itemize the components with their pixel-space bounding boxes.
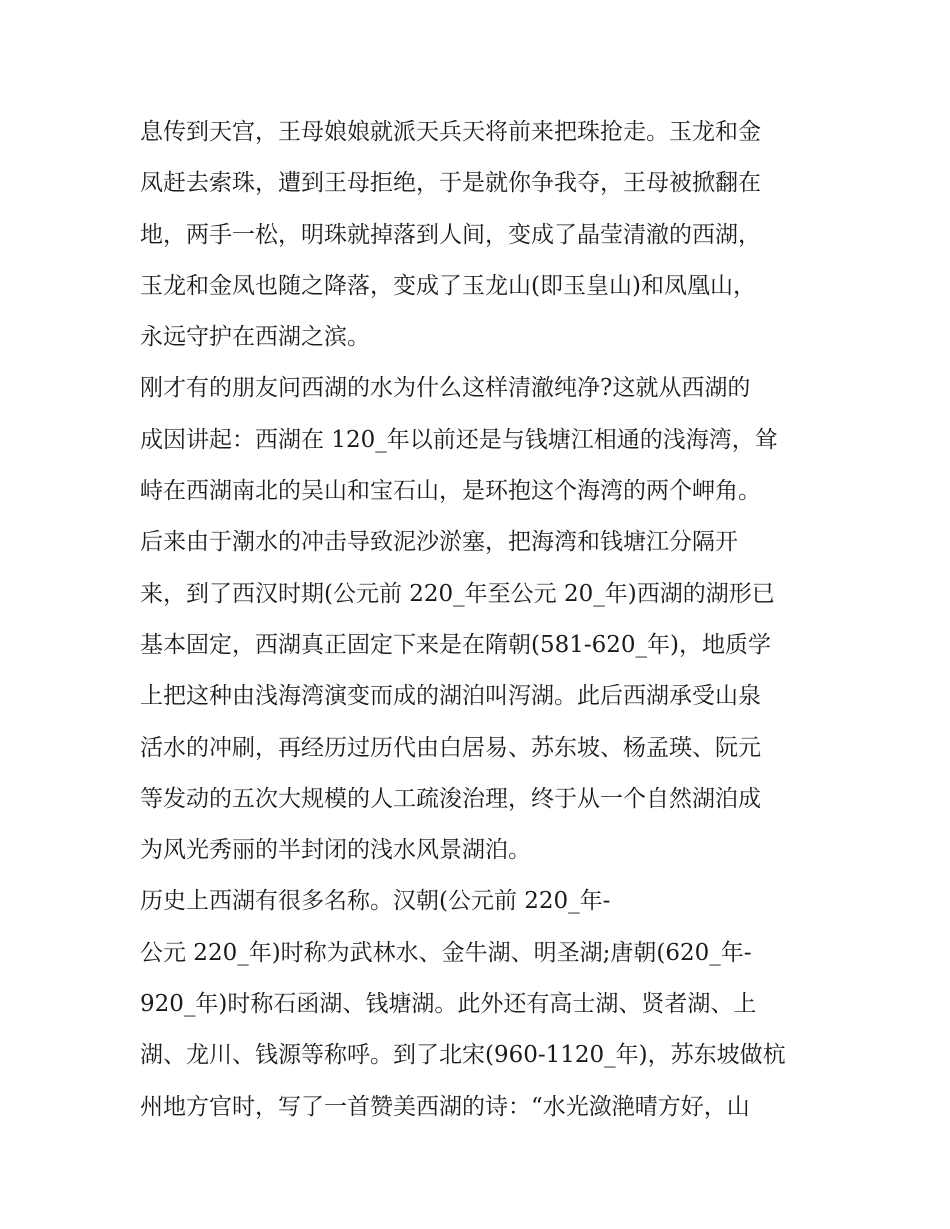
text-line: 上把这种由浅海湾演变而成的湖泊叫泻湖。此后西湖承受山泉 — [140, 683, 761, 710]
text-line: 地，两手一松，明珠就掉落到人间，变成了晶莹清澈的西湖， — [140, 221, 761, 248]
text-line: 息传到天宫，王母娘娘就派天兵天将前来把珠抢走。玉龙和金 — [140, 119, 761, 145]
text-line: 基本固定，西湖真正固定下来是在隋朝(581-620_年)，地质学 — [140, 631, 772, 658]
text-line: 峙在西湖南北的吴山和宝石山，是环抱这个海湾的两个岬角。 — [140, 478, 761, 505]
text-line: 920_年)时称石函湖、钱塘湖。此外还有高士湖、贤者湖、上 — [140, 991, 757, 1018]
body-text — [140, 107, 820, 1133]
text-line: 活水的冲刷，再经历过历代由白居易、苏东坡、杨孟瑛、阮元 — [140, 734, 761, 761]
text-line: 等发动的五次大规模的人工疏浚治理，终于从一个自然湖泊成 — [140, 785, 761, 812]
text-line: 玉龙和金凤也随之降落，变成了玉龙山(即玉皇山)和凤凰山， — [140, 272, 756, 299]
text-line: 来，到了西汉时期(公元前 220_年至公元 20_年)西湖的湖形已 — [140, 580, 775, 607]
text-line: 成因讲起：西湖在 120_年以前还是与钱塘江相通的浅海湾，耸 — [140, 426, 778, 453]
text-line: 后来由于潮水的冲击导致泥沙淤塞，把海湾和钱塘江分隔开 — [140, 529, 738, 556]
text-line: 湖、龙川、钱源等称呼。到了北宋(960-1120_年)，苏东坡做杭 — [140, 1042, 786, 1069]
text-line: 历史上西湖有很多名称。汉朝(公元前 220_年- — [140, 888, 611, 915]
text-line: 为风光秀丽的半封闭的浅水风景湖泊。 — [140, 837, 531, 864]
text-line: 刚才有的朋友问西湖的水为什么这样清澈纯净?这就从西湖的 — [140, 375, 751, 402]
text-line: 凤赶去索珠，遭到王母拒绝，于是就你争我夺，王母被掀翻在 — [140, 170, 761, 197]
text-line: 州地方官时，写了一首赞美西湖的诗：“水光潋滟晴方好，山 — [140, 1093, 750, 1120]
text-line: 永远守护在西湖之滨。 — [140, 324, 370, 351]
text-line: 公元 220_年)时称为武林水、金牛湖、明圣湖;唐朝(620_年- — [140, 939, 752, 966]
